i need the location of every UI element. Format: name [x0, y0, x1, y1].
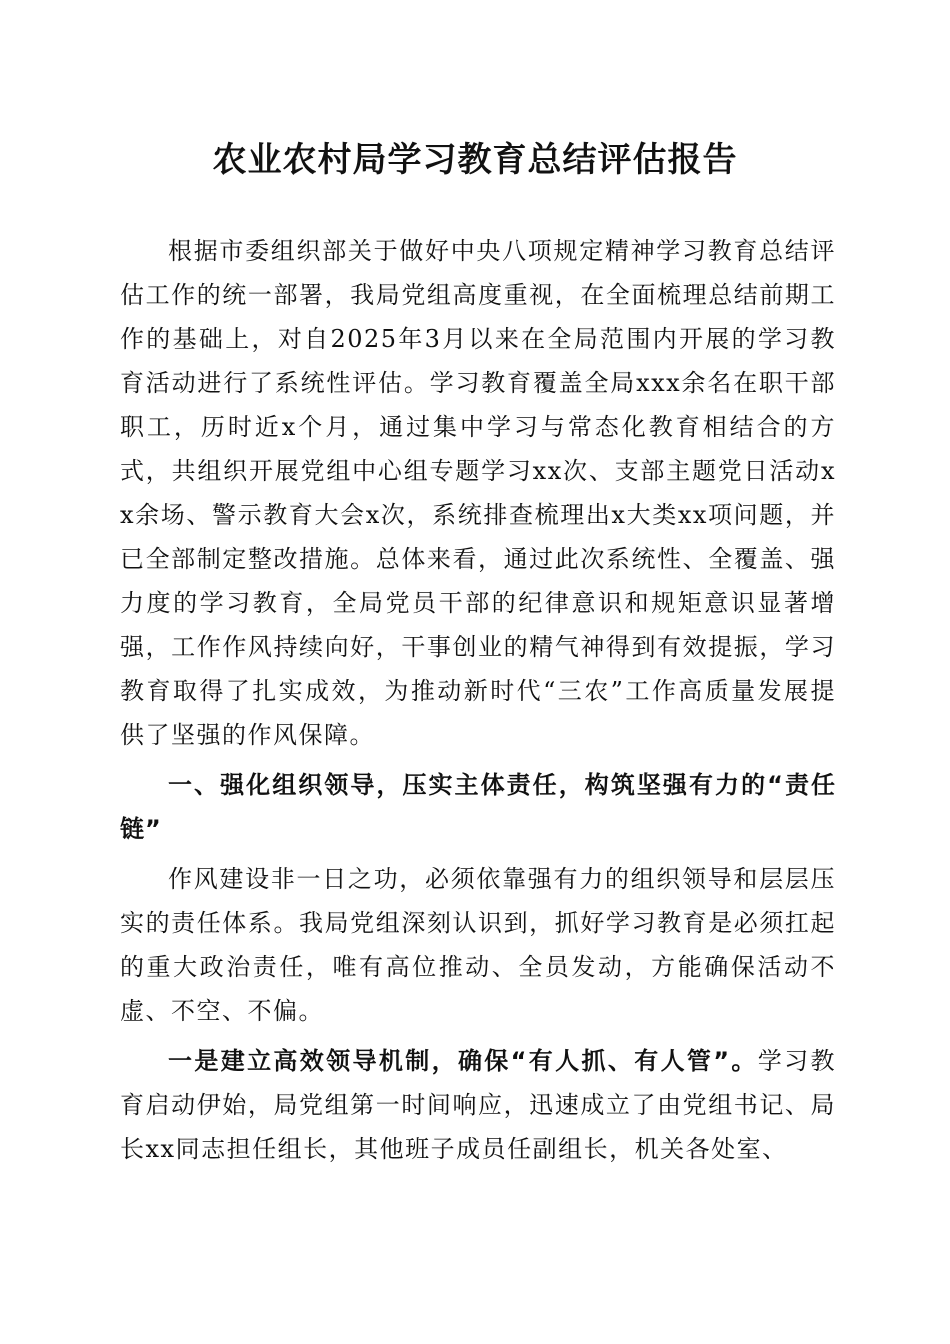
- section-1-heading: 一、强化组织领导，压实主体责任，构筑坚强有力的“责任链”: [120, 771, 836, 843]
- point-1-text: 学习教育启动伊始，局党组第一时间响应，迅速成立了由党组书记、局长xx同志担任组长，其他班子成员任副组长，机关各处室、: [120, 1047, 837, 1163]
- section-1-paragraph: 作风建设非一日之功，必须依靠强有力的组织领导和层层压实的责任体系。我局党组深刻认识到，抓好学习教育是必须扛起的重大政治责任，唯有高位推动、全员发动，方能确保活动不虚、不空、不偏。: [120, 865, 836, 1025]
- document-body: [120, 229, 836, 1171]
- document-title: 农业农村局学习教育总结评估报告: [212, 140, 738, 180]
- point-1-paragraph: [120, 1039, 836, 1171]
- point-1-lead: 一是建立高效领导机制，确保“有人抓、有人管”。: [168, 1047, 758, 1075]
- intro-paragraph: 根据市委组织部关于做好中央八项规定精神学习教育总结评估工作的统一部署，我局党组高度重视，在全面梳理总结前期工作的基础上，对自2025年3月以来在全局范围内开展的学习教育活动进行了系统性评估。学习教育覆盖全局xxx余名在职干部职工，历时近x个月，通过集中学习与常态化教育相结合的方式，共组织开展党组中心组专题学习xx次、支部主题党日活动xx余场、警示教育大会x次，系统排查梳理出x大类xx项问题，并已全部制定整改措施。总体来看，通过此次系统性、全覆盖、强力度的学习教育，全局党员干部的纪律意识和规矩意识显著增强，工作作风持续向好，干事创业的精气神得到有效提振，学习教育取得了扎实成效，为推动新时代“三农”工作高质量发展提供了坚强的作风保障。: [120, 237, 836, 749]
